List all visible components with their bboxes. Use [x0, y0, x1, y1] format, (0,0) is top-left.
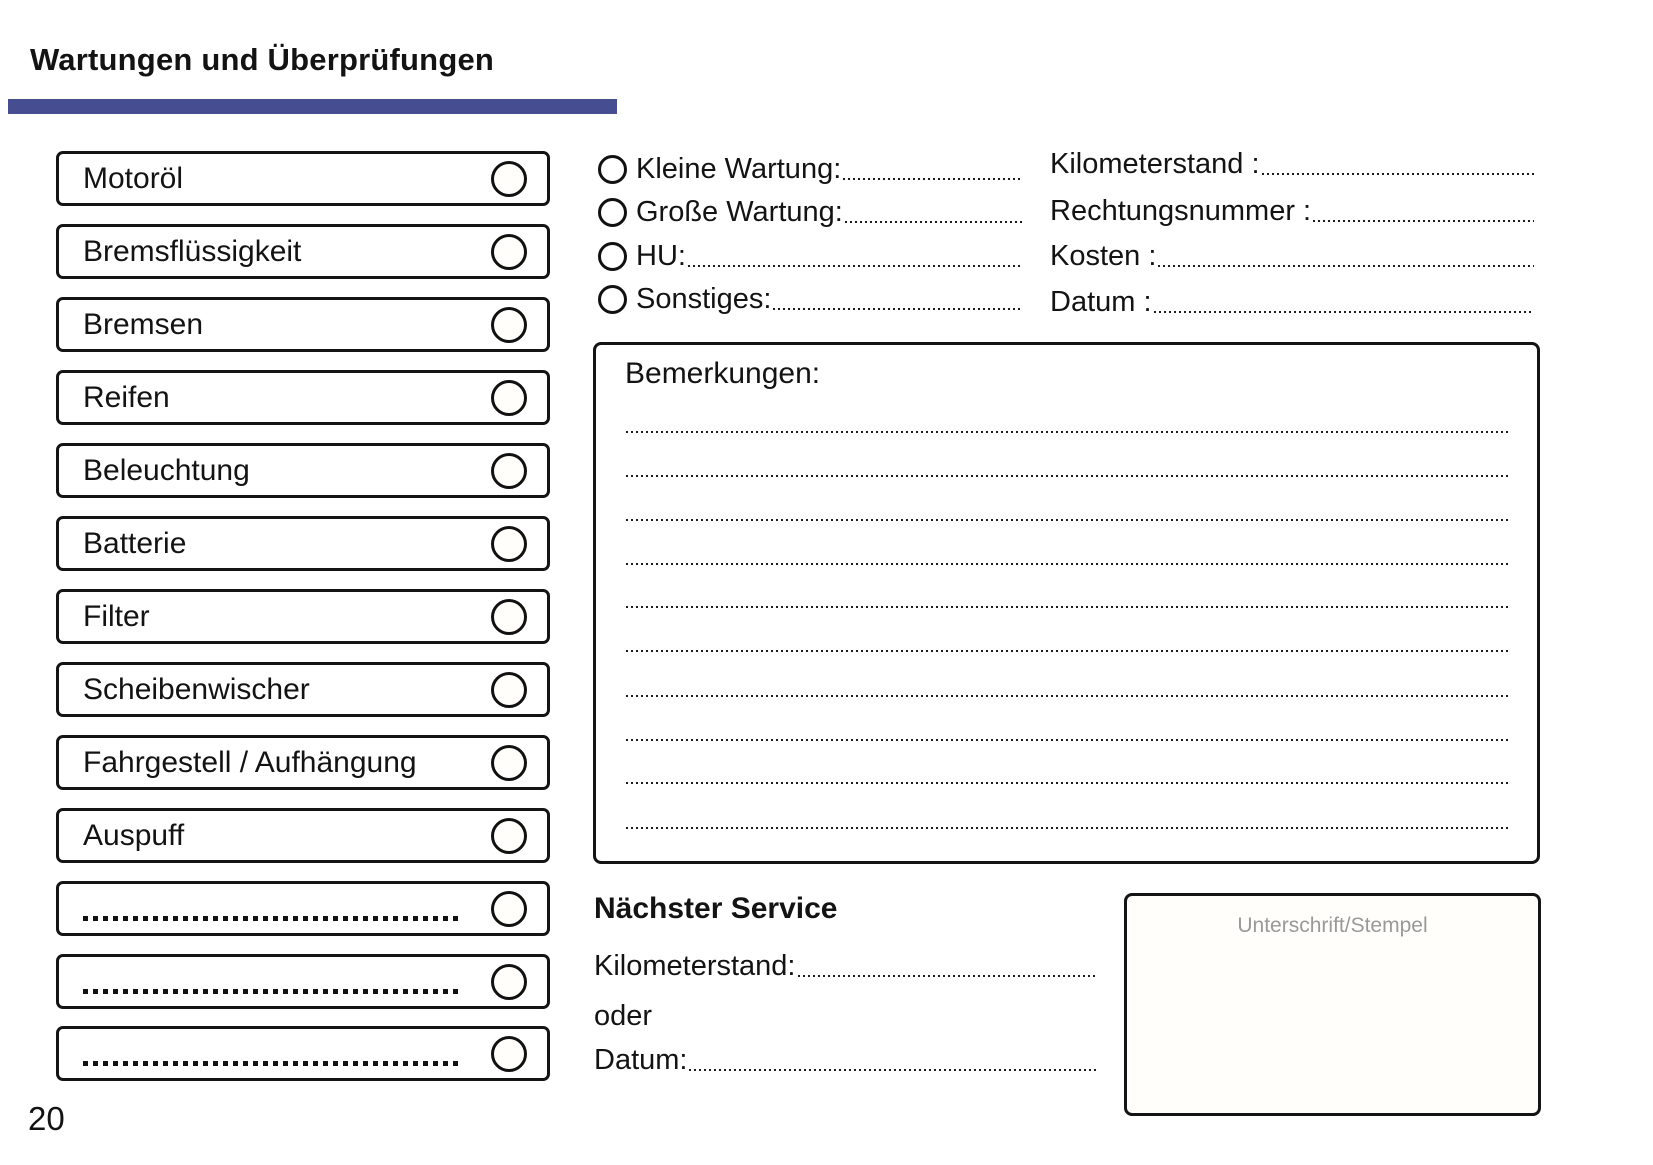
- remarks-write-line[interactable]: [626, 606, 1509, 608]
- checklist-item-checkbox-circle[interactable]: [491, 161, 527, 197]
- checklist-item: [56, 443, 550, 498]
- remarks-write-line[interactable]: [626, 431, 1509, 433]
- invoice-field-fill-line[interactable]: [1262, 148, 1534, 181]
- service-type-fill-line[interactable]: [843, 153, 1022, 186]
- checklist-item-label: Bremsen: [83, 307, 204, 341]
- remarks-write-line[interactable]: [626, 519, 1509, 521]
- checklist-item-label: Batterie: [83, 526, 187, 560]
- checklist-item-label: Auspuff: [83, 818, 185, 852]
- checklist-item-checkbox-circle[interactable]: [491, 964, 527, 1000]
- remarks-label: Bemerkungen:: [625, 357, 821, 390]
- remarks-write-line[interactable]: [626, 695, 1509, 697]
- checklist-item: [56, 808, 550, 863]
- remarks-write-line[interactable]: [626, 739, 1509, 741]
- page-number: 20: [28, 1100, 65, 1137]
- signature-stamp-box[interactable]: [1124, 893, 1541, 1116]
- service-type-label: Sonstiges:: [636, 283, 772, 315]
- checklist-item-checkbox-circle[interactable]: [491, 526, 527, 562]
- title-underline-bar: [8, 99, 617, 114]
- checklist-item: [56, 151, 550, 206]
- invoice-field-label: Rechtungsnummer :: [1050, 195, 1312, 227]
- invoice-field-row: [1050, 286, 1534, 319]
- checklist-item-checkbox-circle[interactable]: [491, 599, 527, 635]
- remarks-write-line[interactable]: [626, 475, 1509, 477]
- invoice-field-fill-line[interactable]: [1154, 286, 1534, 319]
- checklist-item: [56, 589, 550, 644]
- checklist-item: [56, 1026, 550, 1081]
- checklist-item: [56, 297, 550, 352]
- next-service-fill-line[interactable]: [689, 1044, 1098, 1077]
- checklist-item-checkbox-circle[interactable]: [491, 818, 527, 854]
- checklist-item-write-in-line[interactable]: [83, 965, 461, 999]
- service-type-radio-circle[interactable]: [598, 155, 627, 184]
- next-service-label: oder: [594, 1000, 653, 1032]
- checklist-item: [56, 516, 550, 571]
- next-service-fill-line[interactable]: [798, 950, 1099, 983]
- checklist-item: [56, 370, 550, 425]
- invoice-field-fill-line[interactable]: [1313, 195, 1534, 228]
- page-title: Wartungen und Überprüfungen: [30, 42, 495, 77]
- checklist-item: [56, 662, 550, 717]
- service-type-label: HU:: [636, 240, 686, 272]
- checklist-item: [56, 735, 550, 790]
- checklist-item-label: Reifen: [83, 380, 170, 414]
- checklist-item-checkbox-circle[interactable]: [491, 307, 527, 343]
- service-type-radio-circle[interactable]: [598, 242, 627, 271]
- next-service-heading: Nächster Service: [594, 892, 838, 925]
- service-type-row: [598, 283, 1022, 316]
- service-type-row: [598, 240, 1022, 273]
- service-type-radio-circle[interactable]: [598, 198, 627, 227]
- checklist-item-checkbox-circle[interactable]: [491, 891, 527, 927]
- checklist-item-checkbox-circle[interactable]: [491, 672, 527, 708]
- signature-stamp-label: Unterschrift/Stempel: [1237, 914, 1428, 937]
- service-type-fill-line[interactable]: [845, 196, 1022, 229]
- remarks-write-line[interactable]: [626, 563, 1509, 565]
- checklist-item-label: Beleuchtung: [83, 453, 250, 487]
- remarks-write-line[interactable]: [626, 650, 1509, 652]
- service-type-label: Große Wartung:: [636, 196, 843, 228]
- service-type-label: Kleine Wartung:: [636, 153, 842, 185]
- invoice-field-label: Kilometerstand :: [1050, 148, 1260, 180]
- checklist-item-checkbox-circle[interactable]: [491, 380, 527, 416]
- checklist-item: [56, 224, 550, 279]
- checklist-item-checkbox-circle[interactable]: [491, 453, 527, 489]
- invoice-field-row: [1050, 240, 1534, 273]
- invoice-field-row: [1050, 148, 1534, 181]
- invoice-field-fill-line[interactable]: [1158, 240, 1534, 273]
- remarks-write-line[interactable]: [626, 782, 1509, 784]
- checklist-item-label: Motoröl: [83, 161, 184, 195]
- service-type-fill-line[interactable]: [773, 283, 1022, 316]
- invoice-field-label: Kosten :: [1050, 240, 1157, 272]
- invoice-field-row: [1050, 195, 1534, 228]
- service-type-fill-line[interactable]: [688, 240, 1022, 273]
- checklist-item-label: Fahrgestell / Aufhängung: [83, 745, 417, 779]
- checklist-item-label: Bremsflüssigkeit: [83, 234, 302, 268]
- next-service-row: [594, 1044, 1098, 1077]
- service-type-row: [598, 196, 1022, 229]
- checklist-item-checkbox-circle[interactable]: [491, 745, 527, 781]
- checklist-item-checkbox-circle[interactable]: [491, 234, 527, 270]
- checklist-item-write-in-line[interactable]: [83, 892, 461, 926]
- checklist-item-checkbox-circle[interactable]: [491, 1036, 527, 1072]
- invoice-field-label: Datum :: [1050, 286, 1152, 318]
- checklist-item-label: Filter: [83, 599, 150, 633]
- checklist-item-write-in-line[interactable]: [83, 1037, 461, 1071]
- service-type-radio-circle[interactable]: [598, 285, 627, 314]
- next-service-label: Datum:: [594, 1044, 688, 1076]
- service-type-row: [598, 153, 1022, 186]
- checklist-item-label: Scheibenwischer: [83, 672, 310, 706]
- remarks-box[interactable]: [593, 342, 1540, 864]
- next-service-row: [594, 1000, 1098, 1033]
- next-service-row: [594, 950, 1098, 983]
- next-service-label: Kilometerstand:: [594, 950, 796, 982]
- remarks-write-line[interactable]: [626, 827, 1509, 829]
- checklist-item: [56, 881, 550, 936]
- checklist-item: [56, 954, 550, 1009]
